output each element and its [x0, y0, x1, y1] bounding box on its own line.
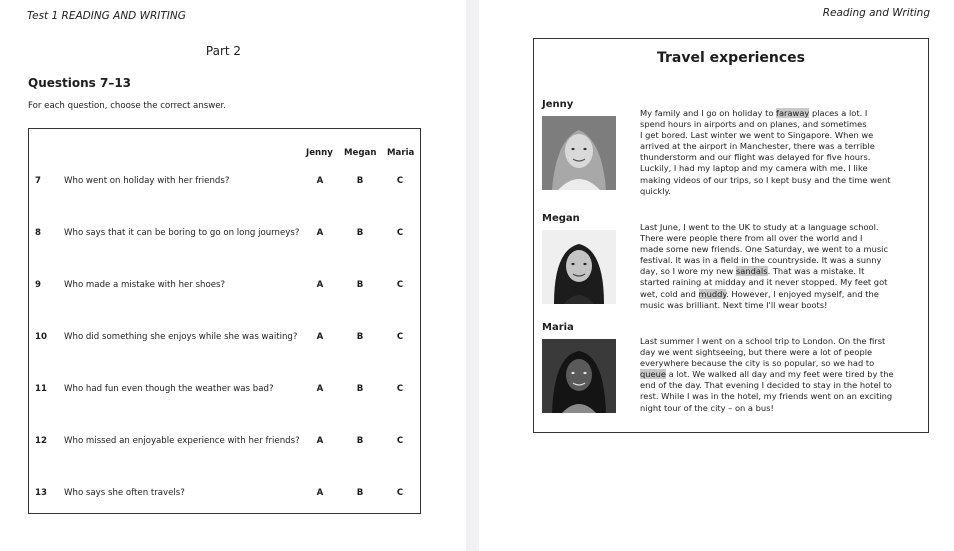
question-row: [29, 384, 420, 398]
megan-paragraph: [640, 222, 918, 311]
right-page: [479, 0, 954, 551]
option-b[interactable]: B: [356, 176, 364, 186]
text-line: Last summer I went on a school trip to London. On the first: [640, 336, 886, 346]
option-b[interactable]: B: [356, 488, 364, 498]
option-c[interactable]: C: [396, 176, 404, 186]
column-header-maria: Maria: [387, 148, 415, 158]
column-header-jenny: Jenny: [306, 148, 333, 158]
option-c[interactable]: C: [396, 384, 404, 394]
option-a[interactable]: A: [316, 176, 324, 186]
article-box: [533, 38, 929, 433]
column-header-megan: Megan: [344, 148, 377, 158]
megan-photo: [542, 230, 616, 304]
option-a[interactable]: A: [316, 228, 324, 238]
option-b[interactable]: B: [356, 384, 364, 394]
highlighted-word: faraway: [776, 108, 810, 118]
option-c[interactable]: C: [396, 488, 404, 498]
questions-heading: Questions 7–13: [28, 76, 132, 90]
question-number: 11: [35, 384, 47, 394]
text-line: I get bored. Last winter we went to Singapore. When we: [640, 130, 874, 141]
text-line: Luckily, I had my laptop and my camera with me. I like: [640, 163, 868, 174]
section-header: Reading and Writing: [822, 7, 930, 19]
text-line: arrived at the airport in Manchester, there was a terrible: [640, 141, 875, 152]
highlighted-word: muddy: [698, 288, 727, 299]
question-text: Who says that it can be boring to go on long journeys?: [64, 228, 300, 238]
option-b[interactable]: B: [356, 228, 364, 238]
question-row: [29, 228, 420, 242]
text-line: My family and I go on holiday to faraway places a lot. I: [640, 108, 868, 118]
text-line: Last June, I went to the UK to study at a language school.: [640, 222, 879, 232]
option-b[interactable]: B: [356, 436, 364, 446]
highlighted-word: queue: [640, 369, 666, 380]
maria-paragraph: [640, 336, 918, 414]
question-row: [29, 436, 420, 450]
question-text: Who had fun even though the weather was bad?: [64, 384, 274, 394]
question-row: [29, 332, 420, 346]
question-text: Who made a mistake with her shoes?: [64, 280, 226, 290]
question-number: 13: [35, 488, 47, 498]
left-page: [0, 0, 466, 551]
test-header: Test 1 READING AND WRITING: [27, 10, 186, 22]
question-number: 12: [35, 436, 47, 446]
text-line: festival. It was in a field in the countryside. It was a sunny: [640, 255, 882, 266]
question-text: Who went on holiday with her friends?: [64, 176, 230, 186]
text-line: started raining at midday and it never stopped. My feet got: [640, 277, 888, 288]
option-a[interactable]: A: [316, 488, 324, 498]
option-c[interactable]: C: [396, 436, 404, 446]
question-row: [29, 488, 420, 502]
question-text: Who missed an enjoyable experience with her friends?: [64, 436, 300, 446]
text-line: quickly.: [640, 185, 671, 196]
jenny-photo: [542, 116, 616, 190]
question-row: [29, 280, 420, 294]
highlighted-word: sandals: [735, 266, 768, 277]
text-line: There were people there from all over the world and I: [640, 233, 863, 244]
text-line: everywhere because the city is so popular, so we had to: [640, 358, 875, 369]
question-number: 10: [35, 332, 47, 342]
question-text: Who says she often travels?: [64, 488, 185, 498]
text-line: night tour of the city – on a bus!: [640, 402, 774, 413]
question-row: [29, 176, 420, 190]
text-line: music was brilliant. Next time I'll wear boots!: [640, 299, 828, 310]
text-line: day, so I wore my new sandals. That was a mistake. It: [640, 266, 865, 277]
option-c[interactable]: C: [396, 280, 404, 290]
option-b[interactable]: B: [356, 280, 364, 290]
option-a[interactable]: A: [316, 332, 324, 342]
text-line: thunderstorm and our flight was delayed for five hours.: [640, 152, 871, 163]
option-a[interactable]: A: [316, 436, 324, 446]
text-line: made some new friends. One Saturday, we went to a music: [640, 244, 889, 255]
question-number: 9: [35, 280, 41, 290]
text-line: day we went sightseeing, but there were a lot of people: [640, 347, 873, 358]
question-table: [28, 128, 421, 514]
jenny-paragraph: [640, 108, 918, 197]
person-name-jenny: Jenny: [542, 99, 574, 110]
text-line: making videos of our trips, so I kept busy and the time went: [640, 174, 891, 185]
option-c[interactable]: C: [396, 228, 404, 238]
option-a[interactable]: A: [316, 280, 324, 290]
person-name-megan: Megan: [542, 213, 580, 224]
question-number: 8: [35, 228, 41, 238]
text-line: rest. While I was in the hotel, my friends went on an exciting: [640, 391, 893, 402]
question-text: Who did something she enjoys while she was waiting?: [64, 332, 298, 342]
person-name-maria: Maria: [542, 322, 574, 333]
text-line: wet, cold and muddy. However, I enjoyed myself, and the: [640, 288, 879, 299]
part-title: Part 2: [205, 44, 242, 58]
option-a[interactable]: A: [316, 384, 324, 394]
text-line: queue a lot. We walked all day and my feet were tired by the: [640, 369, 894, 380]
maria-photo: [542, 339, 616, 413]
text-line: spend hours in airports and on planes, and sometimes: [640, 119, 867, 130]
option-b[interactable]: B: [356, 332, 364, 342]
instruction-text: For each question, choose the correct answer.: [28, 101, 227, 111]
text-line: end of the day. That evening I decided to stay in the hotel to: [640, 380, 892, 391]
question-number: 7: [35, 176, 41, 186]
article-title: Travel experiences: [657, 50, 805, 66]
option-c[interactable]: C: [396, 332, 404, 342]
